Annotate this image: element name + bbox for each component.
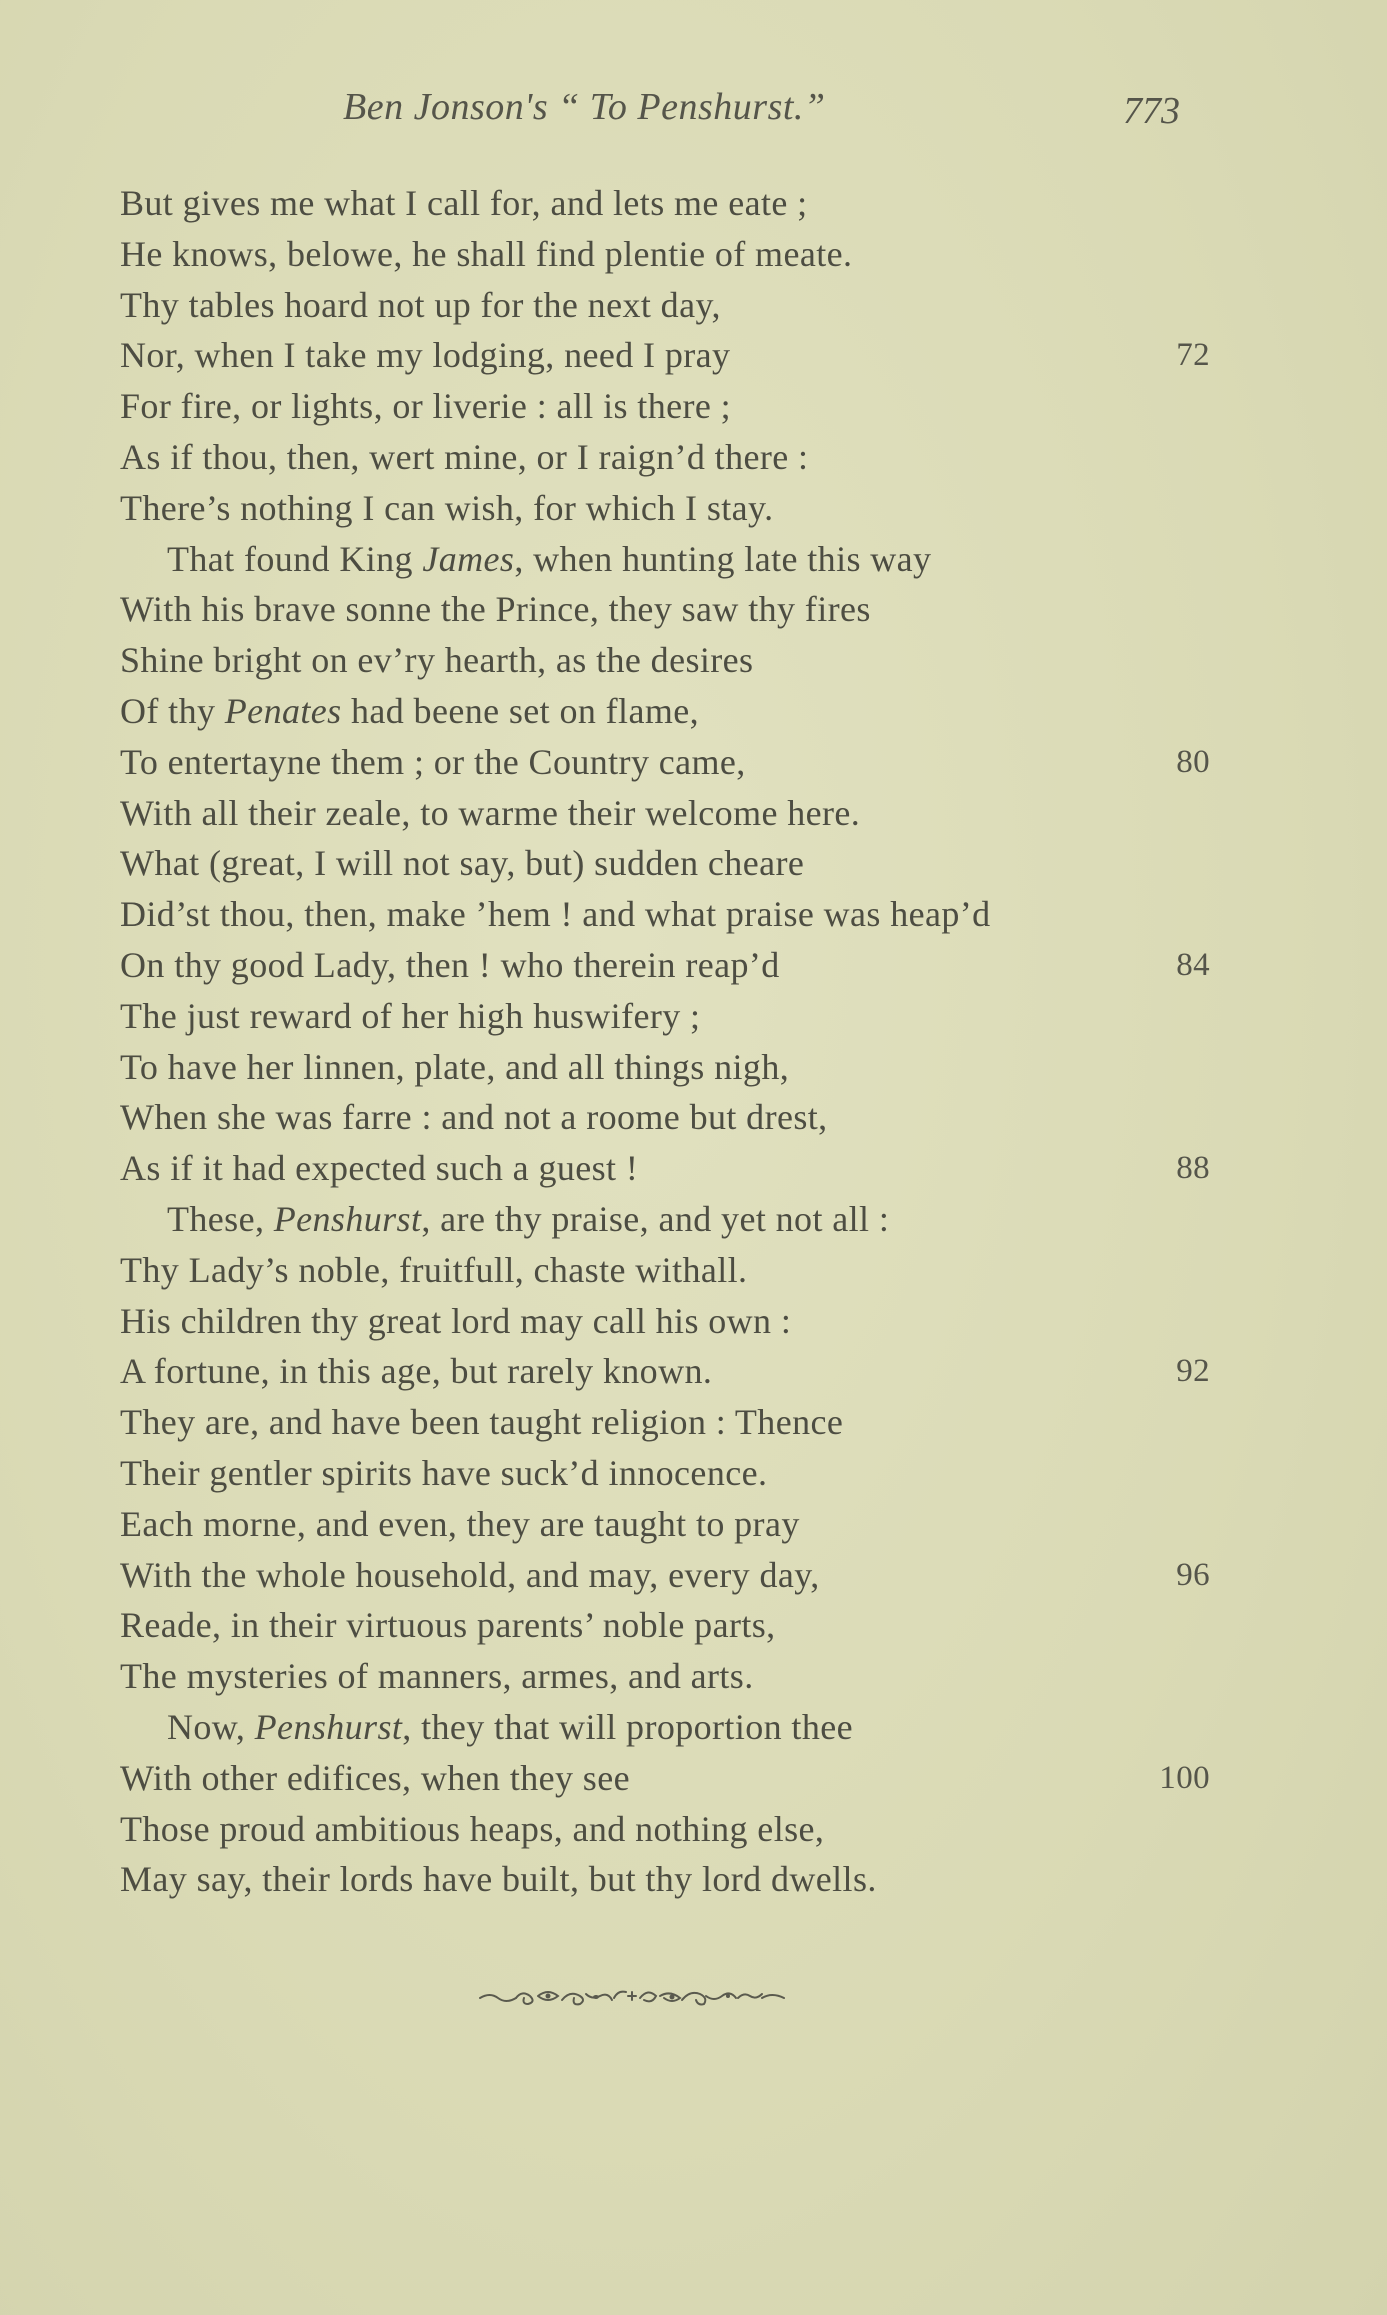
poem-line-text [120,1555,820,1595]
poem-line [120,940,1210,991]
poem-line [120,1702,1210,1753]
text-segment: When she was farre : and not a roome but drest, [120,1097,828,1138]
poem-line-text [120,1758,630,1798]
line-number: 100 [1159,1759,1210,1796]
poem-line-text [120,589,871,629]
text-segment: To have her linnen, plate, and all things nigh, [120,1046,790,1087]
text-segment: The just reward of her high huswifery ; [120,995,701,1036]
text-segment: They are, and have been taught religion : Thence [120,1402,844,1443]
text-segment: had beene set on flame, [341,690,700,731]
text-segment: The mysteries of manners, armes, and arts. [120,1656,754,1697]
poem-line-text [120,1402,843,1442]
text-segment: A fortune, in this age, but rarely known. [120,1351,713,1392]
text-segment: With his brave sonne the Prince, they saw thy fires [120,589,871,630]
text-segment: His children thy great lord may call his own : [120,1300,792,1341]
poem-line [120,1143,1210,1194]
tailpiece-ornament-icon [476,1982,788,2010]
poem-line [120,1448,1210,1499]
poem-line-text [120,742,746,782]
poem-line [120,432,1210,483]
text-segment: Nor, when I take my lodging, need I pray [120,335,731,376]
italic-text: James [422,538,515,579]
text-segment: For fire, or lights, or liverie : all is there ; [120,386,732,427]
text-segment: , they that will proportion thee [402,1706,853,1747]
line-number: 80 [1176,743,1210,780]
line-number: 72 [1176,337,1210,374]
text-segment: On thy good Lady, then ! who therein reap’d [120,944,780,985]
poem-line-text [120,1453,767,1493]
text-segment: , when hunting late this way [514,538,932,579]
poem-line-text [120,234,852,274]
poem-line [120,1651,1210,1702]
italic-text: Penates [224,690,342,731]
poem-line-text [120,996,700,1036]
text-segment: , are thy praise, and yet not all : [421,1198,890,1239]
poem-line-text [120,1504,800,1544]
poem-text [120,178,1210,1905]
poem-line-text [120,640,753,680]
running-head [0,85,1387,145]
text-segment: Thy Lady’s noble, fruitfull, chaste withall. [120,1249,748,1290]
poem-line [120,1753,1210,1804]
poem-line-text [120,1605,776,1645]
poem-line [120,889,1210,940]
poem-line [120,280,1210,331]
poem-line [120,838,1210,889]
poem-line-text [120,285,721,325]
poem-line [120,991,1210,1042]
poem-line-text [120,386,731,426]
poem-line-text [120,1097,828,1137]
text-segment: But gives me what I call for, and lets me eate ; [120,183,808,223]
poem-line [120,737,1210,788]
text-segment: Of thy [120,690,225,731]
poem-line [120,788,1210,839]
poem-line-text [120,793,860,833]
poem-line [120,381,1210,432]
poem-line-text [120,691,699,731]
poem-line [120,1600,1210,1651]
text-segment: These, [167,1198,274,1239]
page-number: 773 [1123,90,1180,132]
text-segment: Thy tables hoard not up for the next day, [120,284,721,325]
poem-line [120,1804,1210,1855]
text-segment: With the whole household, and may, every day, [120,1554,820,1595]
text-segment: There’s nothing I can wish, for which I stay. [120,487,774,528]
poem-line [120,1346,1210,1397]
poem-line [120,584,1210,635]
poem-line [120,1550,1210,1601]
poem-line-text [120,1148,638,1188]
poem-line-text [120,1301,791,1341]
running-title: Ben Jonson's “ To Penshurst.” [343,86,826,128]
text-segment: Did’st thou, then, make ’hem ! and what praise was heap’d [120,894,991,935]
text-segment: What (great, I will not say, but) sudden cheare [120,843,805,884]
poem-line [120,534,1210,585]
poem-line-text [120,539,931,579]
poem-line-text [120,843,804,883]
text-segment: Those proud ambitious heaps, and nothing else, [120,1808,825,1849]
line-number: 92 [1176,1353,1210,1390]
poem-line-text [120,1859,877,1899]
poem-line [120,1499,1210,1550]
text-segment: As if it had expected such a guest ! [120,1148,639,1189]
poem-line [120,330,1210,381]
italic-text: Penshurst [273,1198,422,1239]
text-segment: He knows, belowe, he shall find plentie of meate. [120,233,853,274]
poem-line [120,1854,1210,1905]
line-number: 88 [1176,1150,1210,1187]
poem-line [120,1042,1210,1093]
poem-line-text [120,945,780,985]
text-segment: Their gentler spirits have suck’d innocence. [120,1452,768,1493]
text-segment: To entertayne them ; or the Country came, [120,741,746,782]
poem-line-text [120,488,774,528]
italic-text: Penshurst [254,1706,403,1747]
poem-line [120,1296,1210,1347]
poem-line-text [120,1351,712,1391]
text-segment: As if thou, then, wert mine, or I raign’d there : [120,436,809,477]
poem-line-text [120,1250,747,1290]
poem-line-text [120,1199,889,1239]
text-segment: Shine bright on ev’ry hearth, as the desires [120,640,754,681]
poem-line [120,1194,1210,1245]
poem-line-text [120,1656,754,1696]
poem-line [120,483,1210,534]
poem-line [120,1092,1210,1143]
text-segment: Reade, in their virtuous parents’ noble parts, [120,1605,776,1646]
poem-line [120,178,1210,229]
poem-line [120,1397,1210,1448]
text-segment: Each morne, and even, they are taught to pray [120,1503,800,1544]
poem-line [120,1245,1210,1296]
poem-line-text [120,1809,824,1849]
text-segment: With other edifices, when they see [120,1757,630,1798]
poem-line [120,229,1210,280]
poem-line [120,686,1210,737]
poem-line-text [120,1707,853,1747]
text-segment: May say, their lords have built, but thy lord dwells. [120,1859,877,1900]
text-segment: With all their zeale, to warme their welcome here. [120,792,861,833]
poem-line-text [120,1047,789,1087]
text-segment: Now, [167,1706,255,1747]
poem-line-text [120,335,730,375]
text-segment: That found King [167,538,423,579]
poem-line-text [120,437,808,477]
poem-line-text [120,183,808,223]
poem-line-text [120,894,991,934]
line-number: 84 [1176,946,1210,983]
poem-line [120,635,1210,686]
line-number: 96 [1176,1556,1210,1593]
